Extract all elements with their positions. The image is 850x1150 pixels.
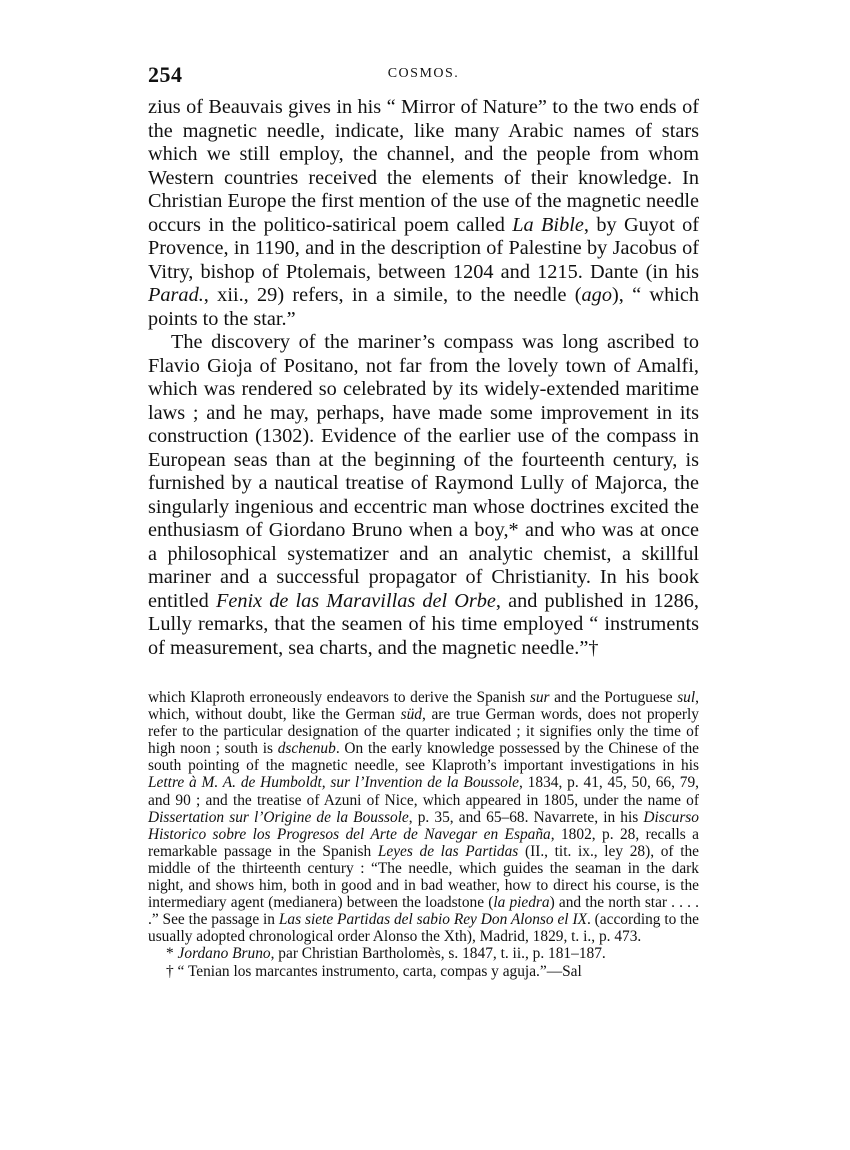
italic-run: Lettre à M. A. de Humboldt, sur l’Invention de la Boussole (148, 774, 519, 792)
text-run: , are true German words, does not properly refer to the particular designation of the quarter indicated ; it signifies only the time of high noon ; south is (148, 706, 699, 758)
text-run: , 1834, p. 41, 45, 50, 66, 79, and 90 ; and the treatise of Azuni of Nice, which appeared in 1805, under the name of (148, 774, 699, 809)
text-run: (II., tit. ix., ley 28), of the middle of the thirteenth century : “The needle, which guides the seaman in the dark night, and shows him, both in good and in bad weather, how to direct his course, is the intermediary agent (medianera) between the loadstone ( (148, 842, 699, 912)
text-run: and the Portuguese (549, 689, 678, 706)
body-paragraph (148, 96, 699, 331)
body-paragraph (148, 331, 699, 660)
italic-run: Parad. (148, 284, 204, 306)
italic-run: Las siete Partidas del sabio Rey Don Alonso el IX (278, 911, 587, 929)
main-text (148, 96, 699, 660)
text-run: , 1802, p. 28, recalls a remarkable passage in the Spanish (148, 825, 699, 860)
text-run: ) and the north star . . . . .” See the passage in (148, 894, 699, 929)
footnote-dagger (148, 963, 699, 980)
italic-run: Fenix de las Maravillas del Orbe (215, 589, 496, 612)
text-run: The discovery of the mariner’s compass was long ascribed to Flavio Gioja of Positano, not far from the lovely town of Amalfi, which was rendered so celebrated by its widely-extended maritime laws ; and he may, perhaps, have made some improvement in its construction (1302). Evidence of the earlier use of the compass in European seas than at the beginning of the fourteenth century, is furnished by a nautical treatise of Raymond Lully of Majorca, the singularly ingenious and eccentric man whose doctrines excited the enthusiasm of Giordano Bruno when a boy,* and who was at once a philosophical systematizer and an analytic chemist, a skillful mariner and a successful propagator of Christianity. In his book entitled (148, 331, 699, 612)
page-number: 254 (148, 62, 183, 87)
footnote-continuation (148, 689, 699, 945)
text-run: , which, without doubt, like the German (148, 689, 700, 724)
italic-run: Dissertation sur l’Origine de la Boussole (148, 808, 409, 826)
text-run: ), “ which points to the star.” (148, 284, 699, 330)
text-run: , p. 35, and 65–68. Navarrete, in his (408, 808, 644, 826)
text-run: which Klaproth erroneously endeavors to derive the Spanish (148, 689, 530, 706)
italic-run: sur (529, 689, 550, 706)
running-title: COSMOS. (387, 66, 460, 81)
italic-run: dschenub (277, 740, 336, 758)
italic-run: süd (400, 706, 422, 724)
text-run: , and published in 1286, Lully remarks, that the seamen of his time employed “ instruments of measurement, sea charts, and the magnetic needle.”† (148, 589, 699, 659)
footnote-star (148, 945, 699, 962)
text-run: zius of Beauvais gives in his “ Mirror of Nature” to the two ends of the magnetic needle, indicate, like many Arabic names of stars which we still employ, the channel, and the people from whom Western countries received the elements of their knowledge. In Christian Europe the first mention of the use of the magnetic needle occurs in the politico-satirical poem called (148, 96, 699, 236)
italic-run: Leyes de las Partidas (377, 842, 519, 860)
text-run: , xii., 29) refers, in a simile, to the needle ( (203, 284, 582, 306)
footnotes (148, 689, 699, 980)
italic-run: Jordano Bruno (177, 945, 271, 963)
running-header (148, 62, 699, 92)
text-run: , by Guyot of Provence, in 1190, and in the description of Palestine by Jacobus of Vitry, bishop of Ptolemais, between 1204 and 1215. Dante (in his (148, 213, 699, 283)
text-run: * (166, 945, 178, 963)
text-run: . (according to the usually adopted chronological order Alonso the Xth), Madrid, 1829, t. i., p. 473. (148, 911, 699, 946)
text-run: † “ Tenian los marcantes instrumento, carta, compas y aguja.”—Sal (166, 962, 582, 980)
italic-run: ago (581, 284, 612, 306)
italic-run: sul (677, 689, 696, 706)
text-run: . On the early knowledge possessed by the Chinese of the south pointing of the magnetic needle, see Klaproth’s important investigations in his (148, 740, 699, 775)
italic-run: la piedra (493, 894, 550, 912)
italic-run: La Bible (512, 213, 584, 236)
italic-run: Discurso Historico sobre los Progresos del Arte de Navegar en España (148, 808, 699, 843)
text-run: , par Christian Bartholomès, s. 1847, t. ii., p. 181–187. (270, 945, 606, 963)
